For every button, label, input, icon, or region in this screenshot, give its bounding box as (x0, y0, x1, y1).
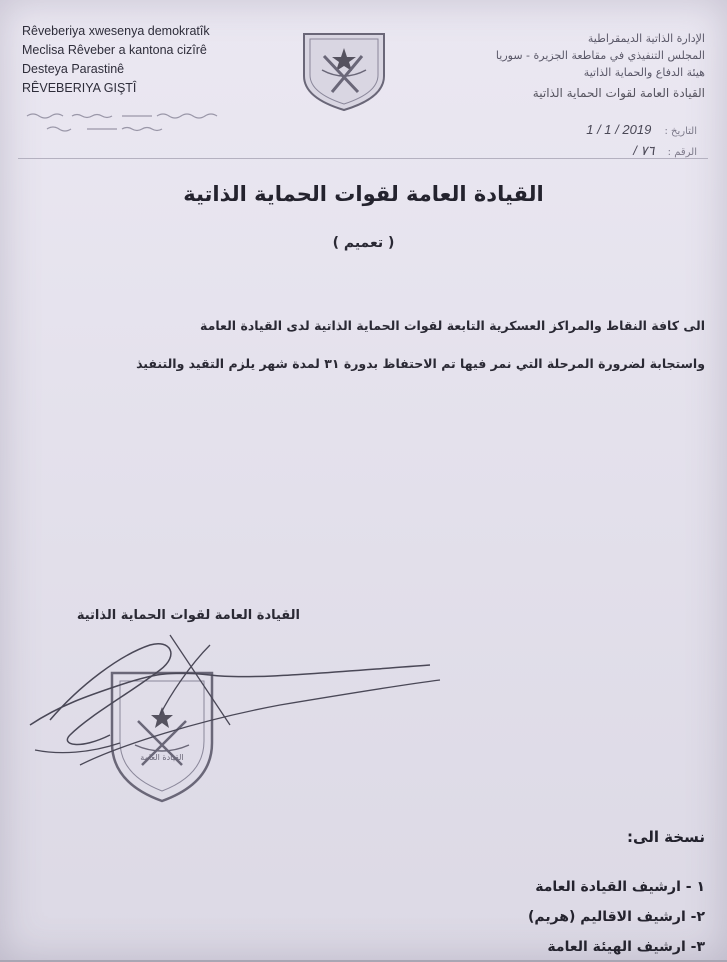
copies-list (405, 872, 705, 962)
document-title: القيادة العامة لقوات الحماية الذاتية (183, 182, 544, 206)
emblem-shield-icon (298, 26, 390, 114)
signature-authority: القيادة العامة لقوات الحماية الذاتية (76, 608, 300, 623)
copy-item-2: ٢- ارشيف الاقاليم (هريم) (527, 909, 705, 925)
header-right-line-3: هيئة الدفاع والحماية الذاتية (583, 66, 705, 79)
date-label: التاريخ : (664, 126, 697, 137)
stamp-icon (20, 625, 450, 825)
emblem-logo (298, 26, 390, 114)
header-left-line-2: Meclisa Rêveber a kantona cizîrê (22, 43, 207, 57)
copy-item-3: ٣- ارشيف الهيئة العامة (547, 939, 705, 955)
copy-item-1: ١ - ارشيف القيادة العامة (535, 879, 705, 895)
date-value: 2019 / 1 / 1 (586, 122, 652, 137)
header-left-kurdish (22, 22, 292, 138)
header-left-line-1: Rêveberiya xwesenya demokratîk (22, 24, 210, 38)
number-value: ٧٦ / (633, 143, 655, 158)
header-left-faint-script (22, 108, 292, 138)
document-subtitle: ( تعميم ) (332, 235, 395, 251)
body-line-2: واستجابة لضرورة المرحلة التي نمر فيها تم الاحتفاظ بدورة ٣١ لمدة شهر يلزم التقيد والتنفيذ (136, 356, 705, 371)
header-left-line-3: Desteya Parastinê (22, 62, 125, 76)
faint-script-graphic (22, 108, 242, 134)
header-left-line-4: RÊVEBERIYA GIŞTÎ (22, 81, 137, 95)
header-divider (18, 158, 708, 159)
header-right-line-1: الإدارة الذاتية الديمقراطية (587, 32, 705, 45)
signature-stamp-area (20, 625, 450, 825)
date-number-block (497, 120, 697, 162)
body-line-1: الى كافة النقاط والمراكز العسكرية التابعة لقوات الحماية الذاتية لدى القيادة العامة (200, 318, 705, 333)
number-label: الرقم : (667, 147, 697, 158)
stamp-caption: القيادة العامة (140, 753, 184, 762)
header-right-subtitle: القيادة العامة لقوات الحماية الذاتية (532, 86, 705, 100)
header-right-line-2: المجلس التنفيذي في مقاطعة الجزيرة - سوريا (495, 49, 705, 62)
header-right-arabic (425, 30, 705, 102)
copies-title: نسخة الى: (627, 828, 705, 846)
date-row (497, 120, 697, 141)
